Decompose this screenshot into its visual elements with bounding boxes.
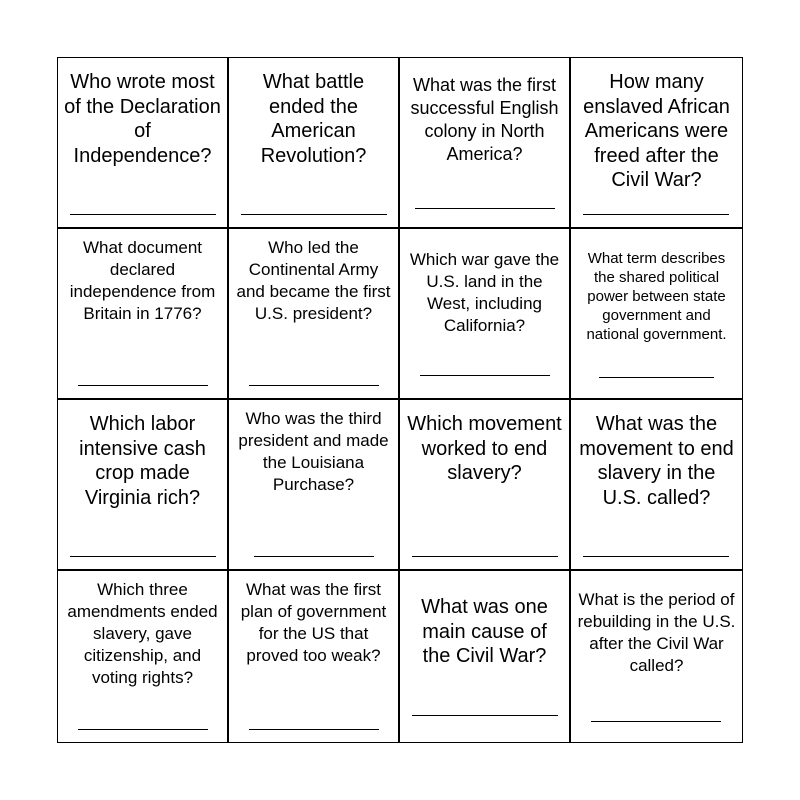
cell-question: What document declared independence from Britain in 1776?: [69, 238, 216, 323]
bingo-cell: [58, 58, 229, 229]
bingo-cell: [571, 58, 742, 229]
answer-line: [78, 385, 208, 386]
answer-line: [70, 214, 216, 215]
bingo-cell: [400, 400, 571, 571]
cell-question: Who wrote most of the Declaration of Independence?: [64, 71, 221, 167]
bingo-cell: [229, 58, 400, 229]
cell-question: What term describes the shared political power between state government and national government.: [586, 250, 727, 343]
bingo-cell: [571, 229, 742, 400]
bingo-cell: [400, 58, 571, 229]
cell-question: Who led the Continental Army and became the first U.S. president?: [236, 238, 391, 323]
cell-question: Which labor intensive cash crop made Virginia rich?: [79, 413, 206, 509]
cell-question: Which war gave the U.S. land in the West, including California?: [409, 250, 560, 335]
answer-line: [583, 556, 729, 557]
cell-question: How many enslaved African Americans were freed after the Civil War?: [583, 71, 730, 191]
answer-line: [583, 214, 729, 215]
bingo-cell: [400, 571, 571, 742]
bingo-cell: [58, 229, 229, 400]
cell-question: Which three amendments ended slavery, gave citizenship, and voting rights?: [67, 580, 218, 687]
bingo-cell: [58, 571, 229, 742]
bingo-grid: [57, 57, 743, 743]
answer-line: [599, 377, 714, 378]
answer-line: [70, 556, 216, 557]
answer-line: [249, 729, 379, 730]
answer-line: [412, 556, 558, 557]
cell-question: What was one main cause of the Civil War?: [421, 596, 548, 667]
cell-question: What was the first successful English colony in North America?: [410, 75, 559, 164]
bingo-cell: [400, 229, 571, 400]
bingo-cell: [58, 400, 229, 571]
answer-line: [254, 556, 374, 557]
cell-question: What is the period of rebuilding in the U.S. after the Civil War called?: [577, 590, 736, 675]
answer-line: [415, 208, 555, 209]
cell-question: Who was the third president and made the Louisiana Purchase?: [238, 409, 389, 494]
cell-question: What was the first plan of government for the US that proved too weak?: [240, 580, 387, 665]
answer-line: [249, 385, 379, 386]
answer-line: [412, 715, 558, 716]
cell-question: Which movement worked to end slavery?: [407, 413, 562, 484]
answer-line: [241, 214, 387, 215]
bingo-cell: [571, 571, 742, 742]
answer-line: [78, 729, 208, 730]
bingo-cell: [229, 400, 400, 571]
cell-question: What battle ended the American Revolution?: [260, 71, 367, 167]
answer-line: [591, 721, 721, 722]
bingo-cell: [229, 229, 400, 400]
bingo-cell: [571, 400, 742, 571]
answer-line: [420, 375, 550, 376]
cell-question: What was the movement to end slavery in the U.S. called?: [579, 413, 734, 509]
bingo-cell: [229, 571, 400, 742]
